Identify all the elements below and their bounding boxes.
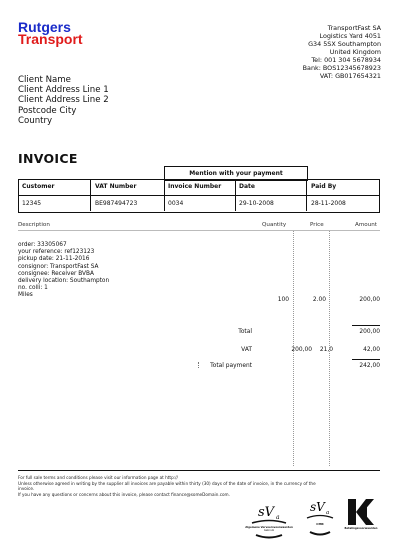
header-invoice-number: Invoice Number [168, 183, 222, 190]
client-address [18, 75, 109, 126]
kk-logo-icon [344, 497, 378, 527]
footer-line: Unless otherwise agreed in writing by the supplier all invoices are payable within thirty (30) days of the date of invoice, in the currency of the [18, 480, 316, 486]
description-line: no. colli: 1 [18, 285, 48, 292]
company-line: Bank: BOS12345678923 [302, 64, 381, 72]
company-line: G34 5SX Southampton [308, 40, 381, 48]
description-line: pickup date: 21-11-2016 [18, 256, 90, 263]
vat-rate: 21,0 [319, 347, 333, 353]
total-payment-value: 242,00 [359, 363, 380, 369]
description-line: order: 33305067 [18, 242, 67, 248]
sva-cmr-logo-icon [304, 497, 336, 539]
description-line: your reference: ref123123 [18, 249, 95, 256]
sva1-sub: Gebruik [263, 529, 275, 532]
invoice-title: INVOICE [18, 151, 78, 166]
value-vat-number: BE987494723 [95, 200, 138, 207]
vat-value: 42,00 [363, 347, 380, 353]
vat-base: 200,00 [291, 347, 312, 353]
client-line: Country [18, 115, 53, 126]
total-top-line [352, 325, 380, 326]
logo-line-2: Transport [18, 31, 83, 47]
logo-line-1: Rutgers [18, 19, 71, 35]
items-header-quantity: Quantity [262, 222, 287, 228]
value-paid-by: 28-11-2008 [311, 200, 346, 207]
header-paid-by: Paid By [311, 183, 337, 190]
description-line: Miles [18, 292, 33, 299]
client-line: Postcode City [18, 105, 77, 116]
total-label: Total [238, 329, 252, 335]
sva2-caption: CMR [316, 522, 324, 526]
footer-line: For full sale terms and conditions please visit our information page at http:// [18, 475, 178, 480]
value-customer: 12345 [22, 200, 42, 207]
value-date: 29-10-2008 [239, 200, 274, 207]
svg-text:sV: sV [258, 505, 275, 520]
header-date: Date [239, 183, 255, 190]
line-amount: 200,00 [359, 297, 380, 303]
items-header-amount: Amount [355, 222, 377, 228]
client-line: Client Name [18, 75, 71, 85]
sva1-caption: Algemene Vervoersvoorwaarden [245, 526, 293, 529]
table-divider [235, 179, 236, 211]
kk-badge [344, 497, 378, 535]
description-line: consignor: TransportFast SA [18, 263, 99, 270]
mention-box: Mention with your payment [164, 166, 308, 181]
company-line: Logistics Yard 4051 [319, 32, 381, 40]
sva-badge-1 [245, 500, 293, 540]
total-payment-label: Total payment [210, 363, 252, 369]
items-header-price: Price [310, 222, 324, 228]
client-line: Client Address Line 2 [18, 95, 109, 106]
item-description [18, 242, 109, 300]
footer-line: invoice. [18, 486, 35, 492]
payment-top-line [352, 359, 380, 360]
company-line: VAT: GB017654321 [319, 72, 381, 80]
footer-line: If you have any questions or concerns about this invoice, please contact finance@someDomain.com. [18, 491, 230, 497]
kk-caption: Betalingsvoorwaarden [344, 527, 378, 530]
header-vat-number: VAT Number [95, 183, 137, 190]
table-divider [306, 179, 307, 211]
company-line: United Kingdom [329, 48, 381, 56]
total-value: 200,00 [359, 329, 380, 335]
svg-text:a: a [276, 514, 280, 521]
line-price: 2.00 [312, 297, 326, 303]
header-customer: Customer [22, 183, 55, 190]
footer-terms [18, 475, 373, 497]
client-line: Client Address Line 1 [18, 85, 109, 96]
footer-divider [18, 470, 380, 471]
table-divider [164, 179, 165, 211]
value-invoice-number: 0034 [168, 200, 184, 207]
company-line: Tel: 001 304 5678934 [311, 56, 381, 64]
items-header-description: Description [18, 222, 50, 228]
description-line: delivery location: Southampton [18, 278, 110, 285]
company-line: TransportFast SA [327, 24, 381, 32]
description-line: consignee: Receiver BVBA [18, 270, 94, 277]
line-quantity: 100 [277, 297, 289, 303]
company-address [221, 24, 381, 80]
items-header-line [18, 230, 380, 231]
svg-text:sV: sV [310, 500, 325, 514]
vat-label: VAT [241, 347, 252, 353]
svg-text:a: a [326, 510, 330, 516]
table-divider [90, 179, 91, 211]
sva-logo-icon [248, 500, 290, 540]
sva-badge-2 [304, 497, 336, 539]
